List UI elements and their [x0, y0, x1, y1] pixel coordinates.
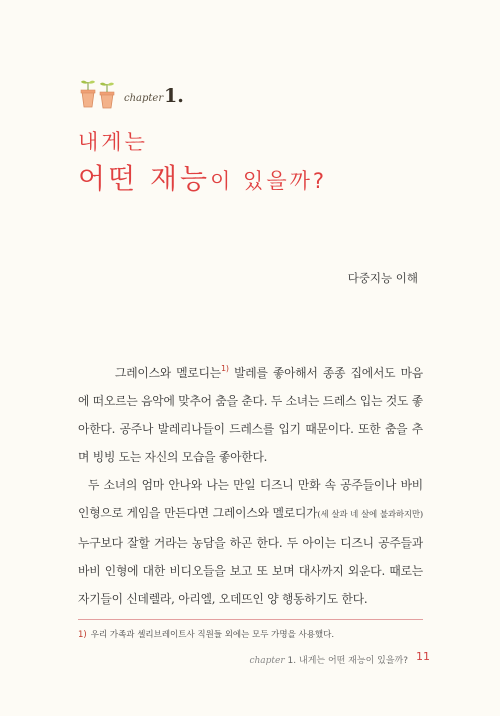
paragraph-2-aside: (세 살과 네 살에 불과하지만) — [317, 510, 423, 520]
chapter-label: chapter — [124, 93, 164, 104]
chapter-number: 1. — [164, 85, 184, 107]
paragraph-1-rest: 발레를 좋아해서 종종 집에서도 마음에 떠오르는 음악에 맞추어 춤을 춘다. 두 소녀는 드레스 입는 것도 좋아한다. 공주나 발레리나들이 드레스를 입기 때문이다. 또한 춤을 추며 빙빙 도는 자신의 모습을 좋아한다. — [78, 366, 423, 464]
paragraph-2 — [78, 471, 423, 613]
chapter-title-main: 어떤 재능 — [78, 162, 211, 195]
footer-chapter-label: chapter — [249, 656, 285, 666]
body-text — [78, 355, 423, 613]
footnote-number: 1) — [78, 630, 87, 640]
footnote-divider — [78, 619, 423, 620]
seedling-pots-icon — [79, 76, 117, 110]
paragraph-1 — [78, 355, 423, 471]
paragraph-1-start: 그레이스와 멜로디는 — [115, 366, 222, 380]
paragraph-2-rest: 누구보다 잘할 거라는 농담을 하곤 한다. 두 아이는 디즈니 공주들과 바비 인형에 대한 비디오들을 보고 또 보며 대사까지 외운다. 때로는 자기들이 신데렐라, 아리엘, 오데뜨인 양 행동하기도 한다. — [78, 536, 423, 606]
paragraph-2-start: 두 소녀의 엄마 안나와 나는 만일 디즈니 만화 속 공주들이나 바비 인형으로 게임을 만든다면 그레이스와 멜로디가 — [78, 478, 423, 520]
footnote-text: 우리 가족과 셀리브레이트사 직원들 외에는 모두 가명을 사용했다. — [90, 630, 335, 640]
section-subtitle: 다중지능 이해 — [347, 271, 418, 285]
chapter-title-suffix: 이 있을까? — [210, 169, 328, 193]
chapter-title-line1: 내게는 — [78, 130, 148, 154]
running-footer — [249, 653, 408, 666]
chapter-title-line2 — [78, 157, 327, 197]
footnote — [78, 628, 334, 640]
page-number: 11 — [416, 650, 430, 663]
footnote-ref[interactable]: 1) — [221, 364, 229, 373]
footer-title: 1. 내게는 어떤 재능이 있을까? — [287, 656, 408, 666]
